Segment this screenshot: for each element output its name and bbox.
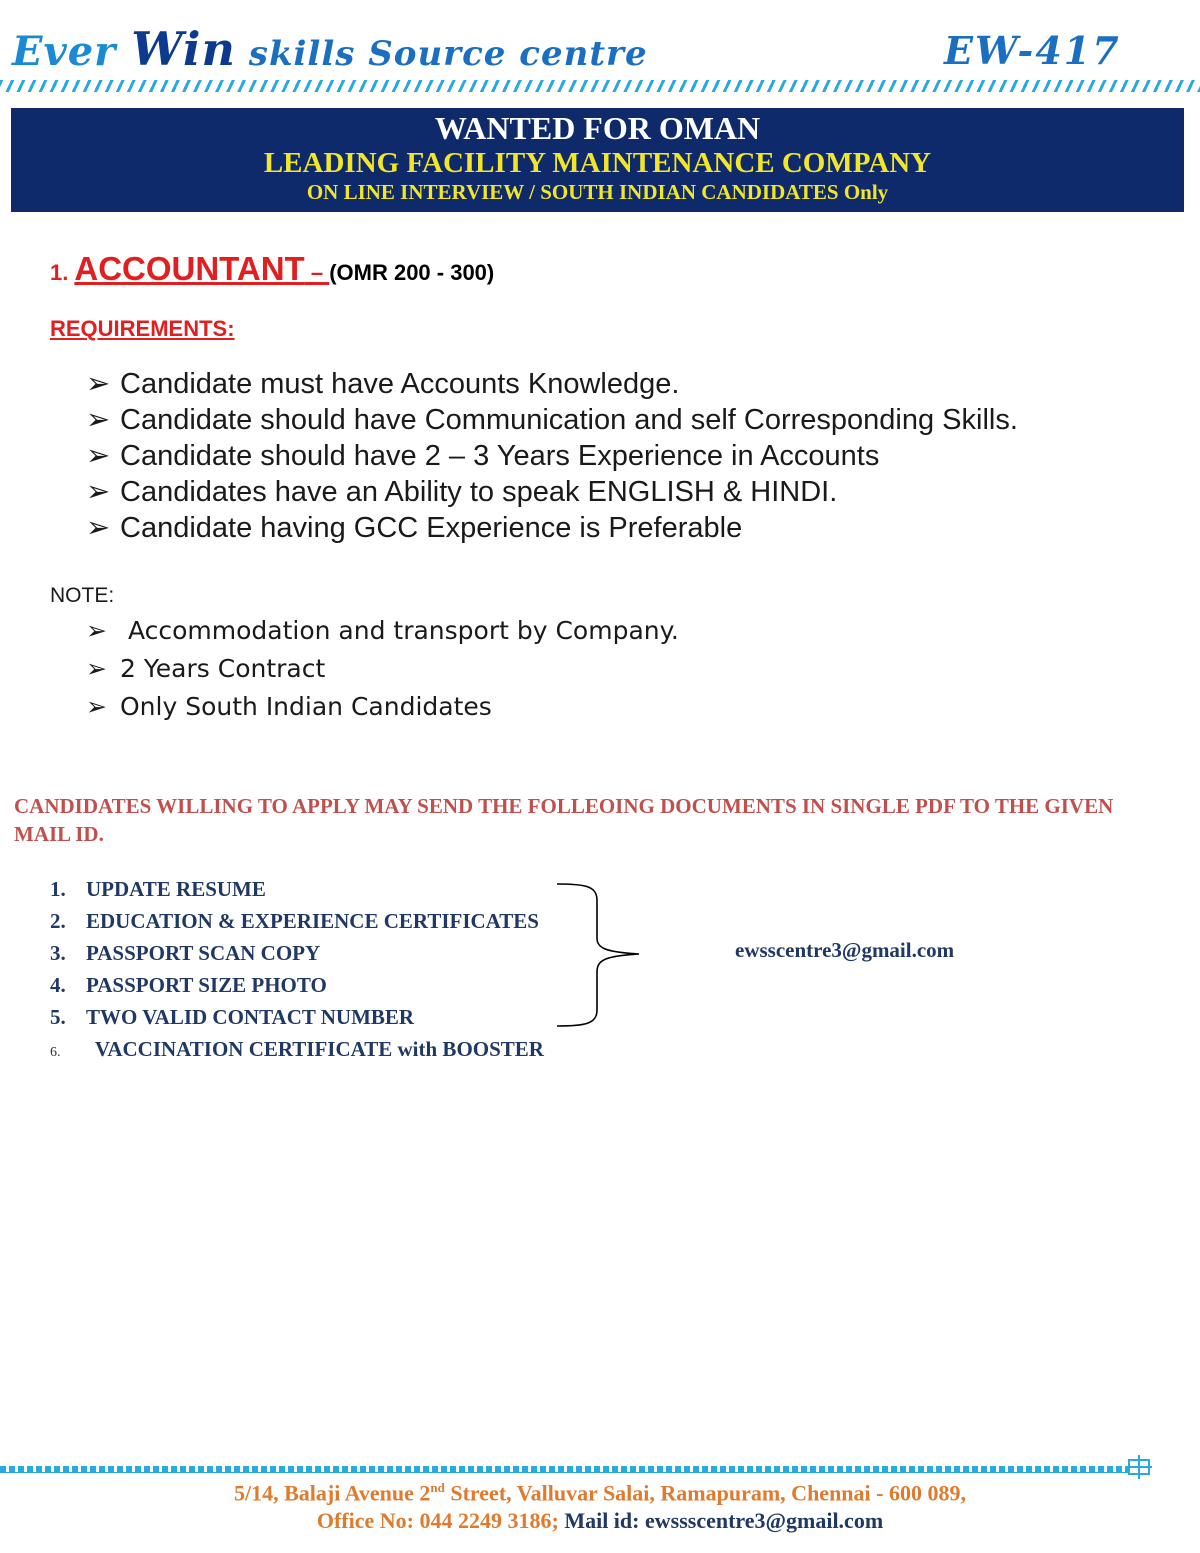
list-item: 1. UPDATE RESUME	[50, 877, 266, 901]
footer-mail[interactable]: Mail id: ewssscentre3@gmail.com	[564, 1508, 884, 1534]
list-item: ➢ Candidate having GCC Experience is Preferable	[86, 512, 743, 544]
list-item: ➢ Candidate must have Accounts Knowledge.	[86, 368, 680, 400]
banner-title: WANTED FOR OMAN	[434, 110, 761, 146]
job-number: 1.	[50, 260, 69, 285]
title-banner	[11, 108, 1184, 212]
banner-company: LEADING FACILITY MAINTENANCE COMPANY	[263, 147, 932, 179]
job-heading	[50, 250, 494, 288]
job-dash: –	[304, 260, 330, 285]
arrow-bullet-icon: ➢	[86, 368, 111, 400]
list-item: ➢ Candidates have an Ability to speak ENGLISH & HINDI.	[86, 476, 838, 508]
footer-divider	[0, 1466, 1128, 1473]
ad-code: EW-417	[944, 28, 1121, 73]
banner-subtitle: ON LINE INTERVIEW / SOUTH INDIAN CANDIDATES Only	[306, 180, 889, 204]
arrow-bullet-icon: ➢	[86, 404, 111, 436]
note-list	[86, 612, 679, 726]
brand-logo	[12, 22, 648, 76]
list-item: ➢ Candidate should have 2 – 3 Years Experience in Accounts	[86, 440, 880, 472]
list-item: 6. VACCINATION CERTIFICATE with BOOSTER	[50, 1037, 544, 1061]
list-item: ➢ Accommodation and transport by Company.	[86, 612, 679, 650]
list-item: 4. PASSPORT SIZE PHOTO	[50, 973, 327, 997]
requirements-list	[86, 366, 1018, 546]
footer-address	[0, 1474, 1200, 1535]
list-item: ➢ 2 Years Contract	[86, 650, 679, 688]
brand-text-rest: skills Source centre	[235, 34, 648, 74]
arrow-bullet-icon: ➢	[86, 476, 111, 508]
list-item: 5. TWO VALID CONTACT NUMBER	[50, 1005, 415, 1029]
curly-brace-icon	[555, 880, 645, 1032]
job-title	[74, 250, 329, 287]
requirements-heading: REQUIREMENTS:	[50, 316, 235, 341]
list-item: ➢ Candidate should have Communication and self Corresponding Skills.	[86, 404, 1018, 436]
list-item: 2. EDUCATION & EXPERIENCE CERTIFICATES	[50, 909, 539, 933]
arrow-bullet-icon: ➢	[86, 440, 111, 472]
job-salary: (OMR 200 - 300)	[329, 260, 495, 285]
job-title-text: ACCOUNTANT	[74, 250, 305, 287]
arrow-bullet-icon: ➢	[86, 654, 107, 683]
brand-text-ever: Ever	[12, 28, 132, 75]
apply-instructions: CANDIDATES WILLING TO APPLY MAY SEND THE FOLLEOING DOCUMENTS IN SINGLE PDF TO THE GIVEN MAIL ID.	[14, 794, 1114, 846]
office-line: Office No: 044 2249 3186; Mail id: ewssscentre3@gmail.com	[316, 1508, 884, 1534]
arrow-bullet-icon: ➢	[86, 616, 107, 645]
brand-text-win: Win	[131, 22, 236, 76]
header-divider	[0, 80, 1200, 92]
contact-email[interactable]: ewsscentre3@gmail.com	[735, 938, 955, 962]
note-heading: NOTE:	[50, 584, 115, 607]
list-item: ➢ Only South Indian Candidates	[86, 688, 679, 726]
list-item: 3. PASSPORT SCAN COPY	[50, 941, 321, 965]
documents-list	[50, 873, 544, 1065]
arrow-bullet-icon: ➢	[86, 512, 111, 544]
address-line: 5/14, Balaji Avenue 2nd Street, Valluvar Salai, Ramapuram, Chennai - 600 089,	[234, 1480, 966, 1506]
arrow-bullet-icon: ➢	[86, 692, 107, 721]
